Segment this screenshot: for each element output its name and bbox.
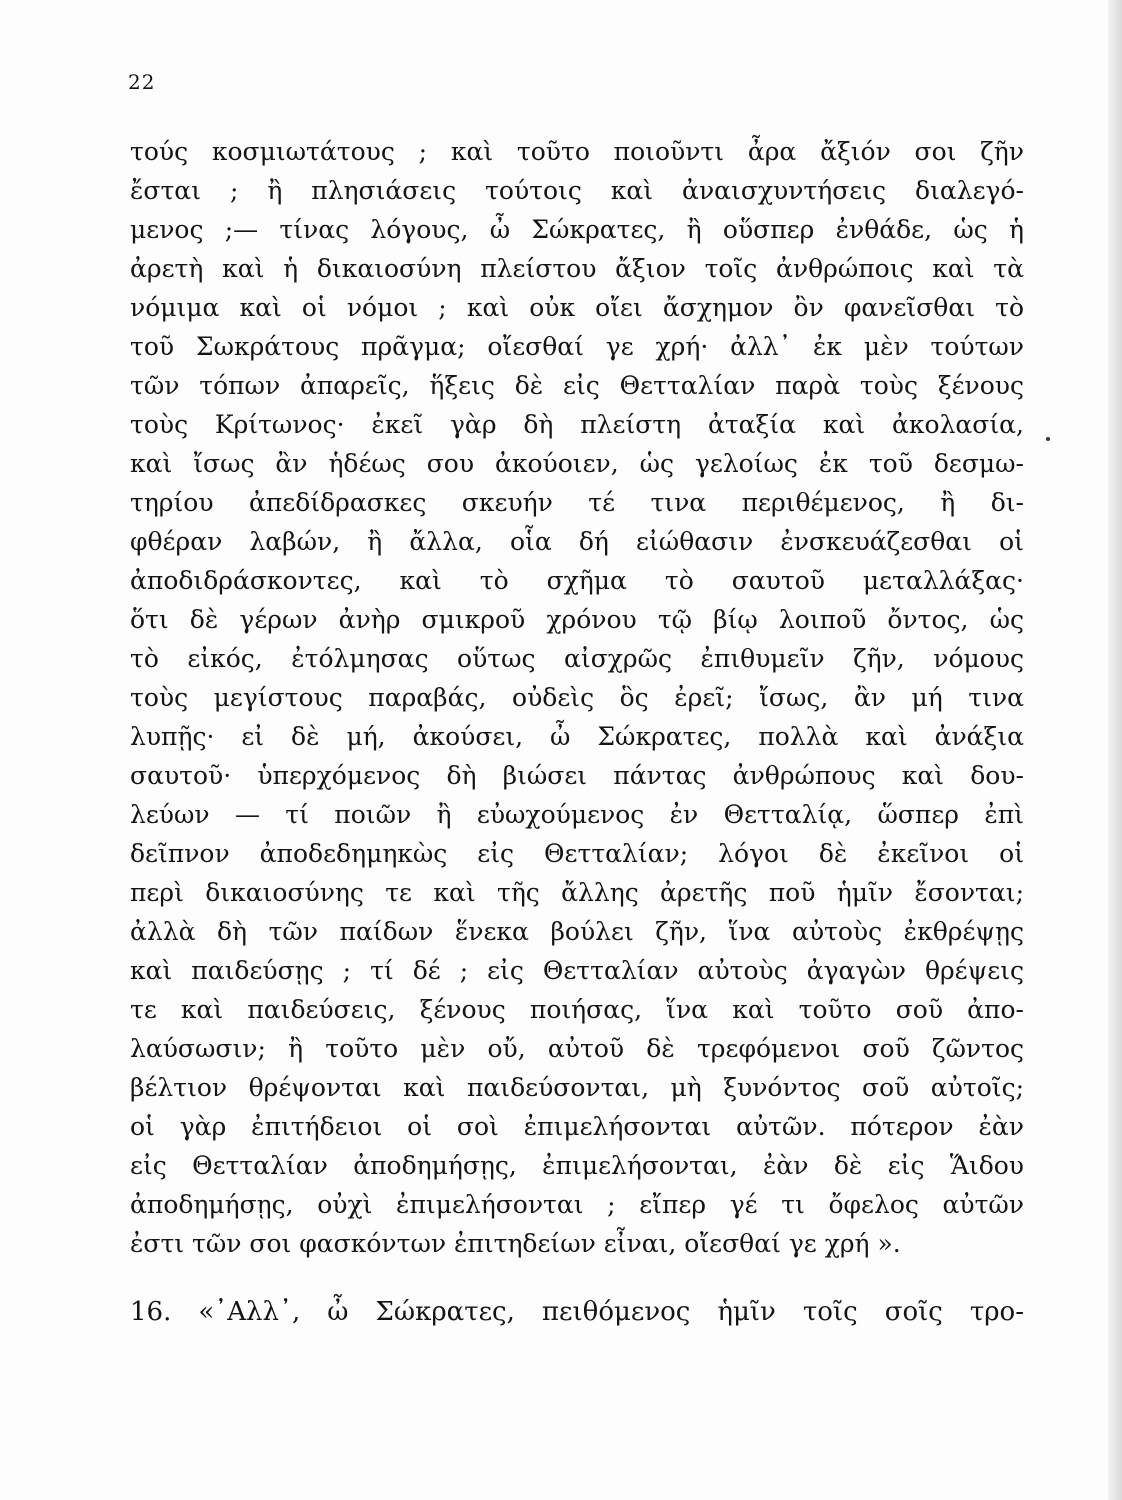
text-line: σαυτοῦ· ὑπερχόμενος δὴ βιώσει πάντας ἀνθρώπους καὶ δου- [130, 761, 1024, 790]
text-line: τηρίου ἀπεδίδρασκες σκευήν τέ τινα περιθέμενος, ἢ δι- [130, 488, 1024, 517]
text-line: τῶν τόπων ἀπαρεῖς, ἥξεις δὲ εἰς Θετταλίαν παρὰ τοὺς ξένους [130, 371, 1024, 400]
text-line: ἀλλὰ δὴ τῶν παίδων ἕνεκα βούλει ζῆν, ἵνα αὐτοὺς ἐκθρέψῃς [130, 917, 1024, 946]
text-line: οἱ γὰρ ἐπιτήδειοι οἱ σοὶ ἐπιμελήσονται αὐτῶν. πότερον ἐὰν [130, 1112, 1024, 1141]
text-line: δεῖπνον ἀποδεδημηκὼς εἰς Θετταλίαν; λόγοι δὲ ἐκεῖνοι οἱ [130, 839, 1024, 868]
text-line: μενος ;— τίνας λόγους, ὦ Σώκρατες, ἢ οὕσπερ ἐνθάδε, ὡς ἡ [130, 215, 1024, 244]
text-line: ἔσται ; ἢ πλησιάσεις τούτοις καὶ ἀναισχυντήσεις διαλεγό- [130, 176, 1024, 205]
text-line: ἀποδιδράσκοντες, καὶ τὸ σχῆμα τὸ σαυτοῦ μεταλλάξας· [130, 566, 1024, 595]
text-line: νόμιμα καὶ οἱ νόμοι ; καὶ οὐκ οἴει ἄσχημον ὂν φανεῖσθαι τὸ [130, 293, 1024, 322]
text-line: ὅτι δὲ γέρων ἀνὴρ σμικροῦ χρόνου τῷ βίῳ λοιποῦ ὄντος, ὡς [130, 605, 1024, 634]
text-line: τε καὶ παιδεύσεις, ξένους ποιήσας, ἵνα καὶ τοῦτο σοῦ ἀπο- [130, 995, 1024, 1024]
text-line: τὸ εἰκός, ἐτόλμησας οὕτως αἰσχρῶς ἐπιθυμεῖν ζῆν, νόμους [130, 644, 1024, 673]
page-edge-shadow [1108, 0, 1122, 1500]
paragraph-gap [130, 1263, 1024, 1293]
text-line: τοῦ Σωκράτους πρᾶγμα; οἴεσθαί γε χρή· ἀλλ᾽ ἐκ μὲν τούτων [130, 332, 1024, 361]
text-line: λυπῇς· εἰ δὲ μή, ἀκούσει, ὦ Σώκρατες, πολλὰ καὶ ἀνάξια [130, 722, 1024, 751]
text-line: ἀποδημήσῃς, οὐχὶ ἐπιμελήσονται ; εἴπερ γέ τι ὄφελος αὐτῶν [130, 1190, 1024, 1219]
page-number: 22 [128, 70, 156, 94]
text-line: καὶ ἴσως ἂν ἡδέως σου ἀκούοιεν, ὡς γελοίως ἐκ τοῦ δεσμω- [130, 449, 1024, 478]
text-line: φθέραν λαβών, ἢ ἄλλα, οἷα δή εἰώθασιν ἐνσκευάζεσθαι οἱ [130, 527, 1024, 556]
text-line: τοὺς μεγίστους παραβάς, οὐδεὶς ὃς ἐρεῖ; ἴσως, ἂν μή τινα [130, 683, 1024, 712]
text-line: περὶ δικαιοσύνης τε καὶ τῆς ἄλλης ἀρετῆς ποῦ ἡμῖν ἔσονται; [130, 878, 1024, 907]
text-line: τούς κοσμιωτάτους ; καὶ τοῦτο ποιοῦντι ἆρα ἄξιόν σοι ζῆν [130, 137, 1024, 166]
text-line: λεύων — τί ποιῶν ἢ εὐωχούμενος ἐν Θετταλίᾳ, ὥσπερ ἐπὶ [130, 800, 1024, 829]
text-line-last: ἐστι τῶν σοι φασκόντων ἐπιτηδείων εἶναι, οἴεσθαί γε χρή ». [130, 1229, 901, 1258]
text-line: βέλτιον θρέψονται καὶ παιδεύσονται, μὴ ξυνόντος σοῦ αὐτοῖς; [130, 1073, 1024, 1102]
print-speck [1046, 437, 1050, 441]
text-line: λαύσωσιν; ἢ τοῦτο μὲν οὔ, αὐτοῦ δὲ τρεφόμενοι σοῦ ζῶντος [130, 1034, 1024, 1063]
paragraph-16-first-line: 16. «᾽Αλλ᾽, ὦ Σώκρατες, πειθόμενος ἡμῖν τοῖς σοῖς τρο- [130, 1297, 1024, 1327]
greek-text-body [130, 132, 1024, 1332]
text-line: τοὺς Κρίτωνος· ἐκεῖ γὰρ δὴ πλείστη ἀταξία καὶ ἀκολασία, [130, 410, 1024, 439]
text-line: εἰς Θετταλίαν ἀποδημήσῃς, ἐπιμελήσονται, ἐὰν δὲ εἰς Ἅιδου [130, 1151, 1024, 1180]
text-line: καὶ παιδεύσῃς ; τί δέ ; εἰς Θετταλίαν αὐτοὺς ἀγαγὼν θρέψεις [130, 956, 1024, 985]
text-line: ἀρετὴ καὶ ἡ δικαιοσύνη πλείστου ἄξιον τοῖς ἀνθρώποις καὶ τὰ [130, 254, 1024, 283]
